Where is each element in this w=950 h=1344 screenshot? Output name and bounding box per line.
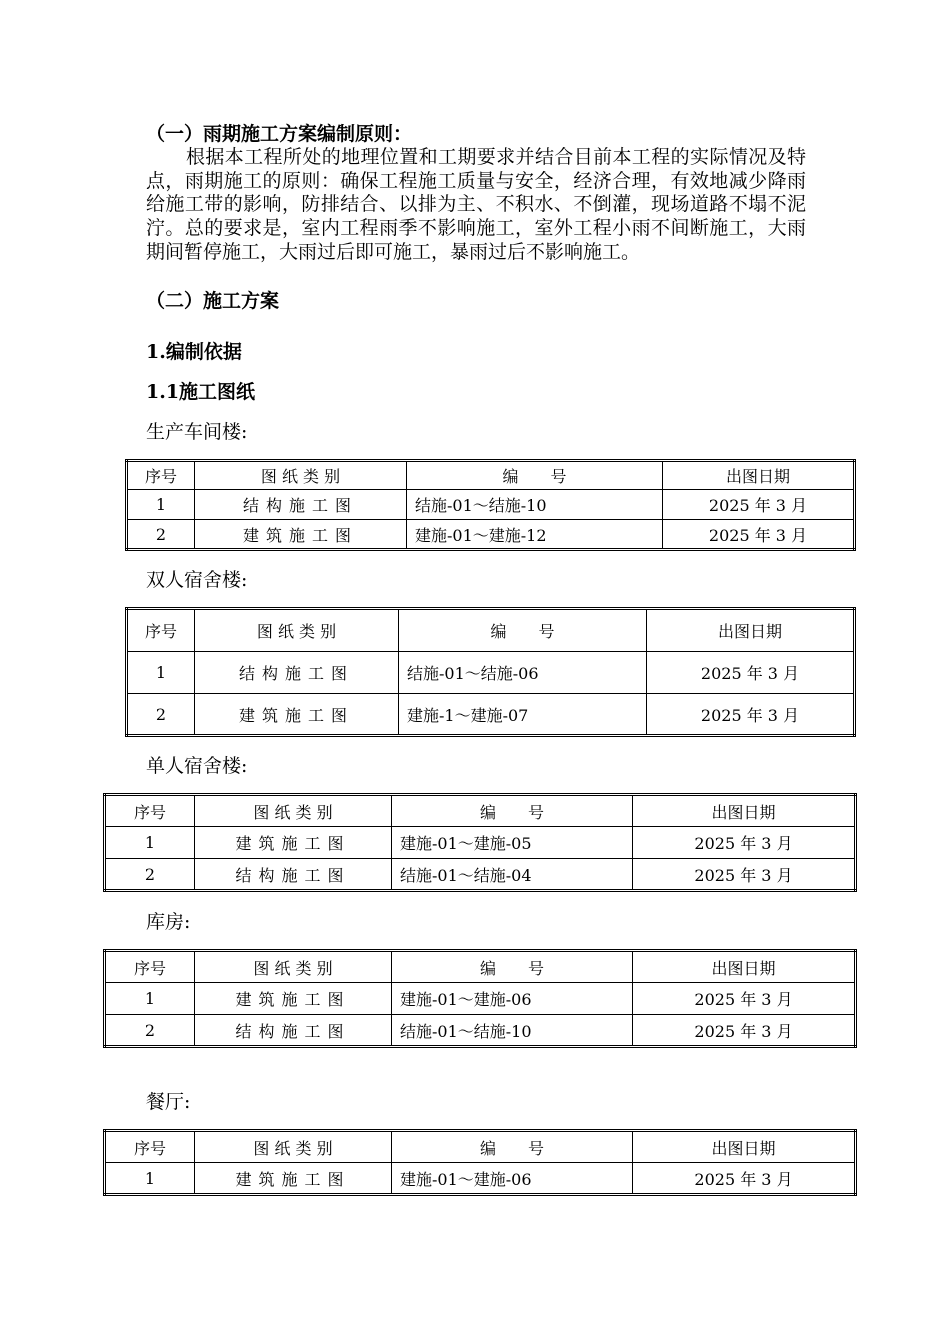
table-header-row [127,461,855,490]
drawings-table [103,1129,857,1196]
table-header-row [105,1131,856,1163]
table-header-row [105,795,856,827]
row-seq: 1 [105,1163,195,1195]
row-code: 建施-1～建施-07 [399,694,647,736]
header-type: 图 纸 类 别 [195,461,407,490]
building-label: 单人宿舍楼: [146,755,248,777]
basis-title: 1.编制依据 [146,341,242,363]
building-label: 餐厅: [146,1091,191,1113]
row-type: 结构施工图 [195,1015,392,1047]
table-header-row [127,609,855,652]
row-seq: 2 [105,1015,195,1047]
table-row [127,520,855,550]
row-date: 2025 年 3 月 [633,1163,856,1195]
row-type: 建筑施工图 [195,983,392,1015]
drawings-table [103,949,857,1048]
table-row [105,1015,856,1047]
section-heading-plan: （二）施工方案 [146,290,280,312]
row-date: 2025 年 3 月 [663,490,855,520]
building-label: 库房: [146,911,191,933]
header-type: 图 纸 类 别 [195,951,392,983]
row-date: 2025 年 3 月 [633,859,856,891]
row-code: 结施-01～结施-04 [392,859,633,891]
table-row [105,1163,856,1195]
header-code: 编 号 [407,461,663,490]
row-seq: 2 [127,694,195,736]
drawings-table [125,459,856,551]
row-type: 结构施工图 [195,490,407,520]
row-date: 2025 年 3 月 [633,983,856,1015]
header-date: 出图日期 [633,795,856,827]
table-row [105,983,856,1015]
section-heading-principles: （一）雨期施工方案编制原则： [146,123,413,145]
row-type: 结构施工图 [195,859,392,891]
row-code: 结施-01～结施-06 [399,652,647,694]
header-code: 编 号 [399,609,647,652]
header-seq: 序号 [127,461,195,490]
header-date: 出图日期 [633,951,856,983]
header-type: 图 纸 类 别 [195,1131,392,1163]
row-seq: 1 [127,652,195,694]
header-code: 编 号 [392,795,633,827]
row-date: 2025 年 3 月 [663,520,855,550]
row-seq: 1 [127,490,195,520]
drawings-table [103,793,857,892]
building-label: 生产车间楼: [146,421,248,443]
table-row [127,490,855,520]
building-label: 双人宿舍楼: [146,569,248,591]
table-header-row [105,951,856,983]
row-seq: 1 [105,827,195,859]
row-seq: 2 [127,520,195,550]
row-type: 建筑施工图 [195,827,392,859]
header-seq: 序号 [105,1131,195,1163]
header-type: 图 纸 类 别 [195,609,399,652]
row-code: 建施-01～建施-06 [392,1163,633,1195]
row-seq: 1 [105,983,195,1015]
drawings-title: 1.1施工图纸 [146,381,256,403]
header-type: 图 纸 类 别 [195,795,392,827]
row-date: 2025 年 3 月 [633,1015,856,1047]
row-type: 建筑施工图 [195,520,407,550]
row-type: 建筑施工图 [195,1163,392,1195]
table-row [105,859,856,891]
row-code: 建施-01～建施-12 [407,520,663,550]
header-code: 编 号 [392,1131,633,1163]
table-row [127,652,855,694]
table-row [105,827,856,859]
header-date: 出图日期 [647,609,855,652]
header-date: 出图日期 [633,1131,856,1163]
row-code: 结施-01～结施-10 [407,490,663,520]
header-date: 出图日期 [663,461,855,490]
principles-paragraph: 根据本工程所处的地理位置和工期要求并结合目前本工程的实际情况及特点，雨期施工的原则：确保工程施工质量与安全，经济合理，有效地减少降雨给施工带的影响，防排结合、以排为主、不积水、不倒灌，现场道路不塌不泥泞。总的要求是，室内工程雨季不影响施工，室外工程小雨不间断施工，大雨期间暂停施工，大雨过后即可施工，暴雨过后不影响施工。 [146,146,806,263]
row-type: 建筑施工图 [195,694,399,736]
header-seq: 序号 [127,609,195,652]
header-seq: 序号 [105,951,195,983]
row-date: 2025 年 3 月 [633,827,856,859]
drawings-table [125,607,856,737]
table-row [127,694,855,736]
header-code: 编 号 [392,951,633,983]
header-seq: 序号 [105,795,195,827]
row-seq: 2 [105,859,195,891]
row-type: 结构施工图 [195,652,399,694]
row-code: 建施-01～建施-06 [392,983,633,1015]
row-date: 2025 年 3 月 [647,694,855,736]
row-code: 建施-01～建施-05 [392,827,633,859]
row-code: 结施-01～结施-10 [392,1015,633,1047]
row-date: 2025 年 3 月 [647,652,855,694]
